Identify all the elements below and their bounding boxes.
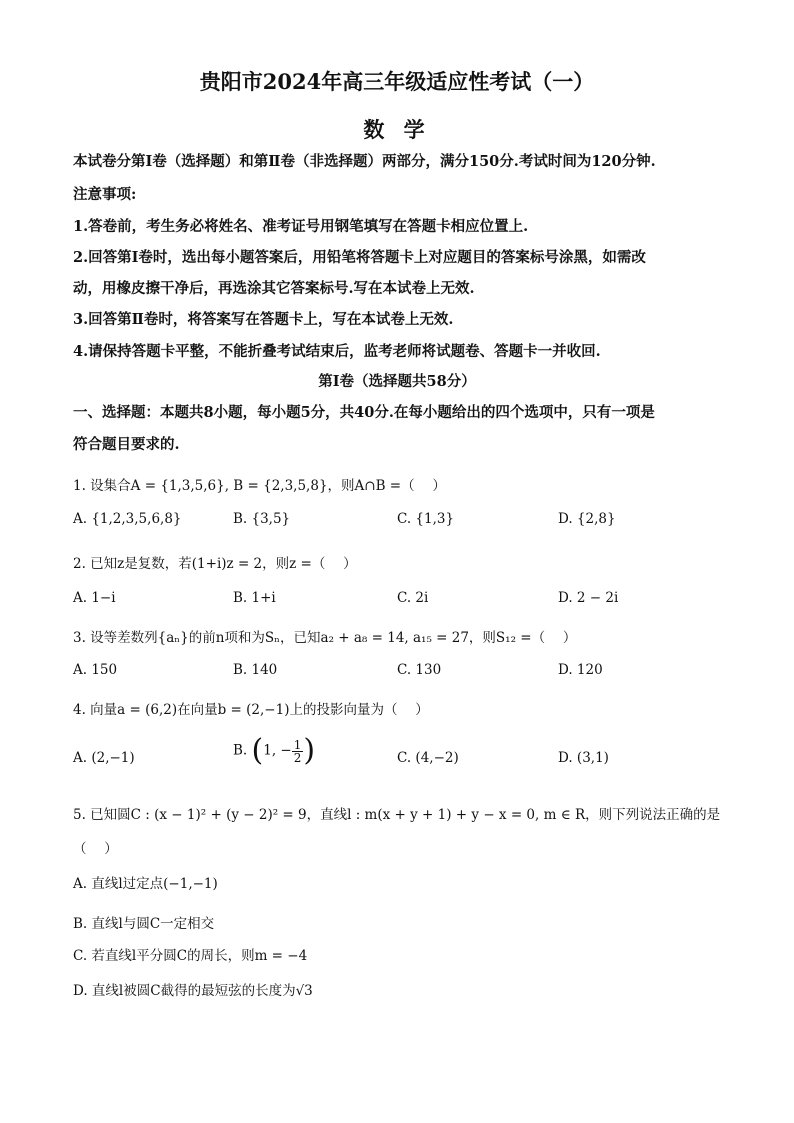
q4-option-a: A. (2,−1): [73, 750, 135, 766]
q3-option-d: D. 120: [558, 662, 603, 678]
q4-option-c: C. (4,−2): [397, 750, 459, 766]
question-3-stem: 3. 设等差数列{aₙ}的前n项和为Sₙ，已知a₂ + a₈ = 14, a₁₅ = 27，则S₁₂ =（ ）: [73, 630, 577, 646]
notice-title: 注意事项:: [73, 186, 137, 203]
q1-option-b: B. {3,5}: [233, 511, 291, 527]
section-instructions-b: 符合题目要求的.: [73, 436, 180, 453]
q4-fraction-denominator: 2: [293, 750, 302, 765]
intro-line: 本试卷分第Ⅰ卷（选择题）和第Ⅱ卷（非选择题）两部分，满分150分.考试时间为120分钟.: [73, 153, 656, 170]
q5-option-b: B. 直线l与圆C一定相交: [73, 916, 215, 932]
q1-option-a: A. {1,2,3,5,6,8}: [73, 511, 182, 527]
question-5-paren: （ ）: [73, 841, 118, 857]
notice-1: 1.答卷前，考生务必将姓名、准考证号用钢笔填写在答题卡相应位置上.: [73, 218, 529, 235]
question-2-stem: 2. 已知z是复数，若(1+i)z = 2，则z =（ ）: [73, 556, 357, 572]
q3-option-b: B. 140: [233, 662, 278, 678]
q5-option-c: C. 若直线l平分圆C的周长，则m = −4: [73, 948, 308, 964]
q3-option-a: A. 150: [73, 662, 118, 678]
section-heading: 第Ⅰ卷（选择题共58分）: [318, 373, 476, 390]
exam-title: 贵阳市2024年高三年级适应性考试（一）: [199, 69, 595, 94]
question-1-stem: 1. 设集合A = {1,3,5,6}, B = {2,3,5,8}，则A∩B =（ ）: [73, 478, 446, 494]
q2-option-a: A. 1−i: [73, 590, 116, 606]
q3-option-c: C. 130: [397, 662, 442, 678]
subject-title: 数 学: [363, 117, 431, 142]
q1-option-c: C. {1,3}: [397, 511, 455, 527]
q4-option-b-head: 1, −: [263, 742, 292, 759]
notice-4: 4.请保持答题卡平整，不能折叠考试结束后，监考老师将试题卷、答题卡一并收回.: [73, 343, 601, 360]
q2-option-c: C. 2i: [397, 590, 429, 606]
q2-option-d: D. 2 − 2i: [558, 590, 619, 606]
q2-option-b: B. 1+i: [233, 590, 276, 606]
q5-option-d: D. 直线l被圆C截得的最短弦的长度为√3: [73, 983, 313, 999]
q4-option-b: [233, 733, 316, 768]
question-4-stem: 4. 向量a = (6,2)在向量b = (2,−1)上的投影向量为（ ）: [73, 702, 429, 718]
question-5-stem: 5. 已知圆C : (x − 1)² + (y − 2)² = 9，直线l : m(x + y + 1) + y − x = 0, m ∈ R，则下列说法正确的是: [73, 807, 721, 823]
q4-option-b-close: ): [303, 733, 316, 768]
q1-option-d: D. {2,8}: [558, 511, 616, 527]
notice-2a: 2.回答第Ⅰ卷时，选出每小题答案后，用铅笔将答题卡上对应题目的答案标号涂黑，如需改: [73, 249, 646, 266]
notice-2b: 动，用橡皮擦干净后，再选涂其它答案标号.写在本试卷上无效.: [73, 280, 475, 297]
notice-3: 3.回答第Ⅱ卷时，将答案写在答题卡上，写在本试卷上无效.: [73, 311, 454, 328]
q4-option-b-prefix: B.: [233, 742, 252, 759]
section-instructions-a: 一、选择题：本题共8小题，每小题5分，共40分.在每小题给出的四个选项中，只有一项是: [73, 404, 655, 421]
q4-option-b-fraction: [292, 739, 304, 764]
q4-fraction-numerator: 1: [293, 737, 302, 752]
q4-option-d: D. (3,1): [558, 750, 609, 766]
q4-option-b-open: (: [251, 733, 264, 768]
q5-option-a: A. 直线l过定点(−1,−1): [73, 876, 218, 892]
